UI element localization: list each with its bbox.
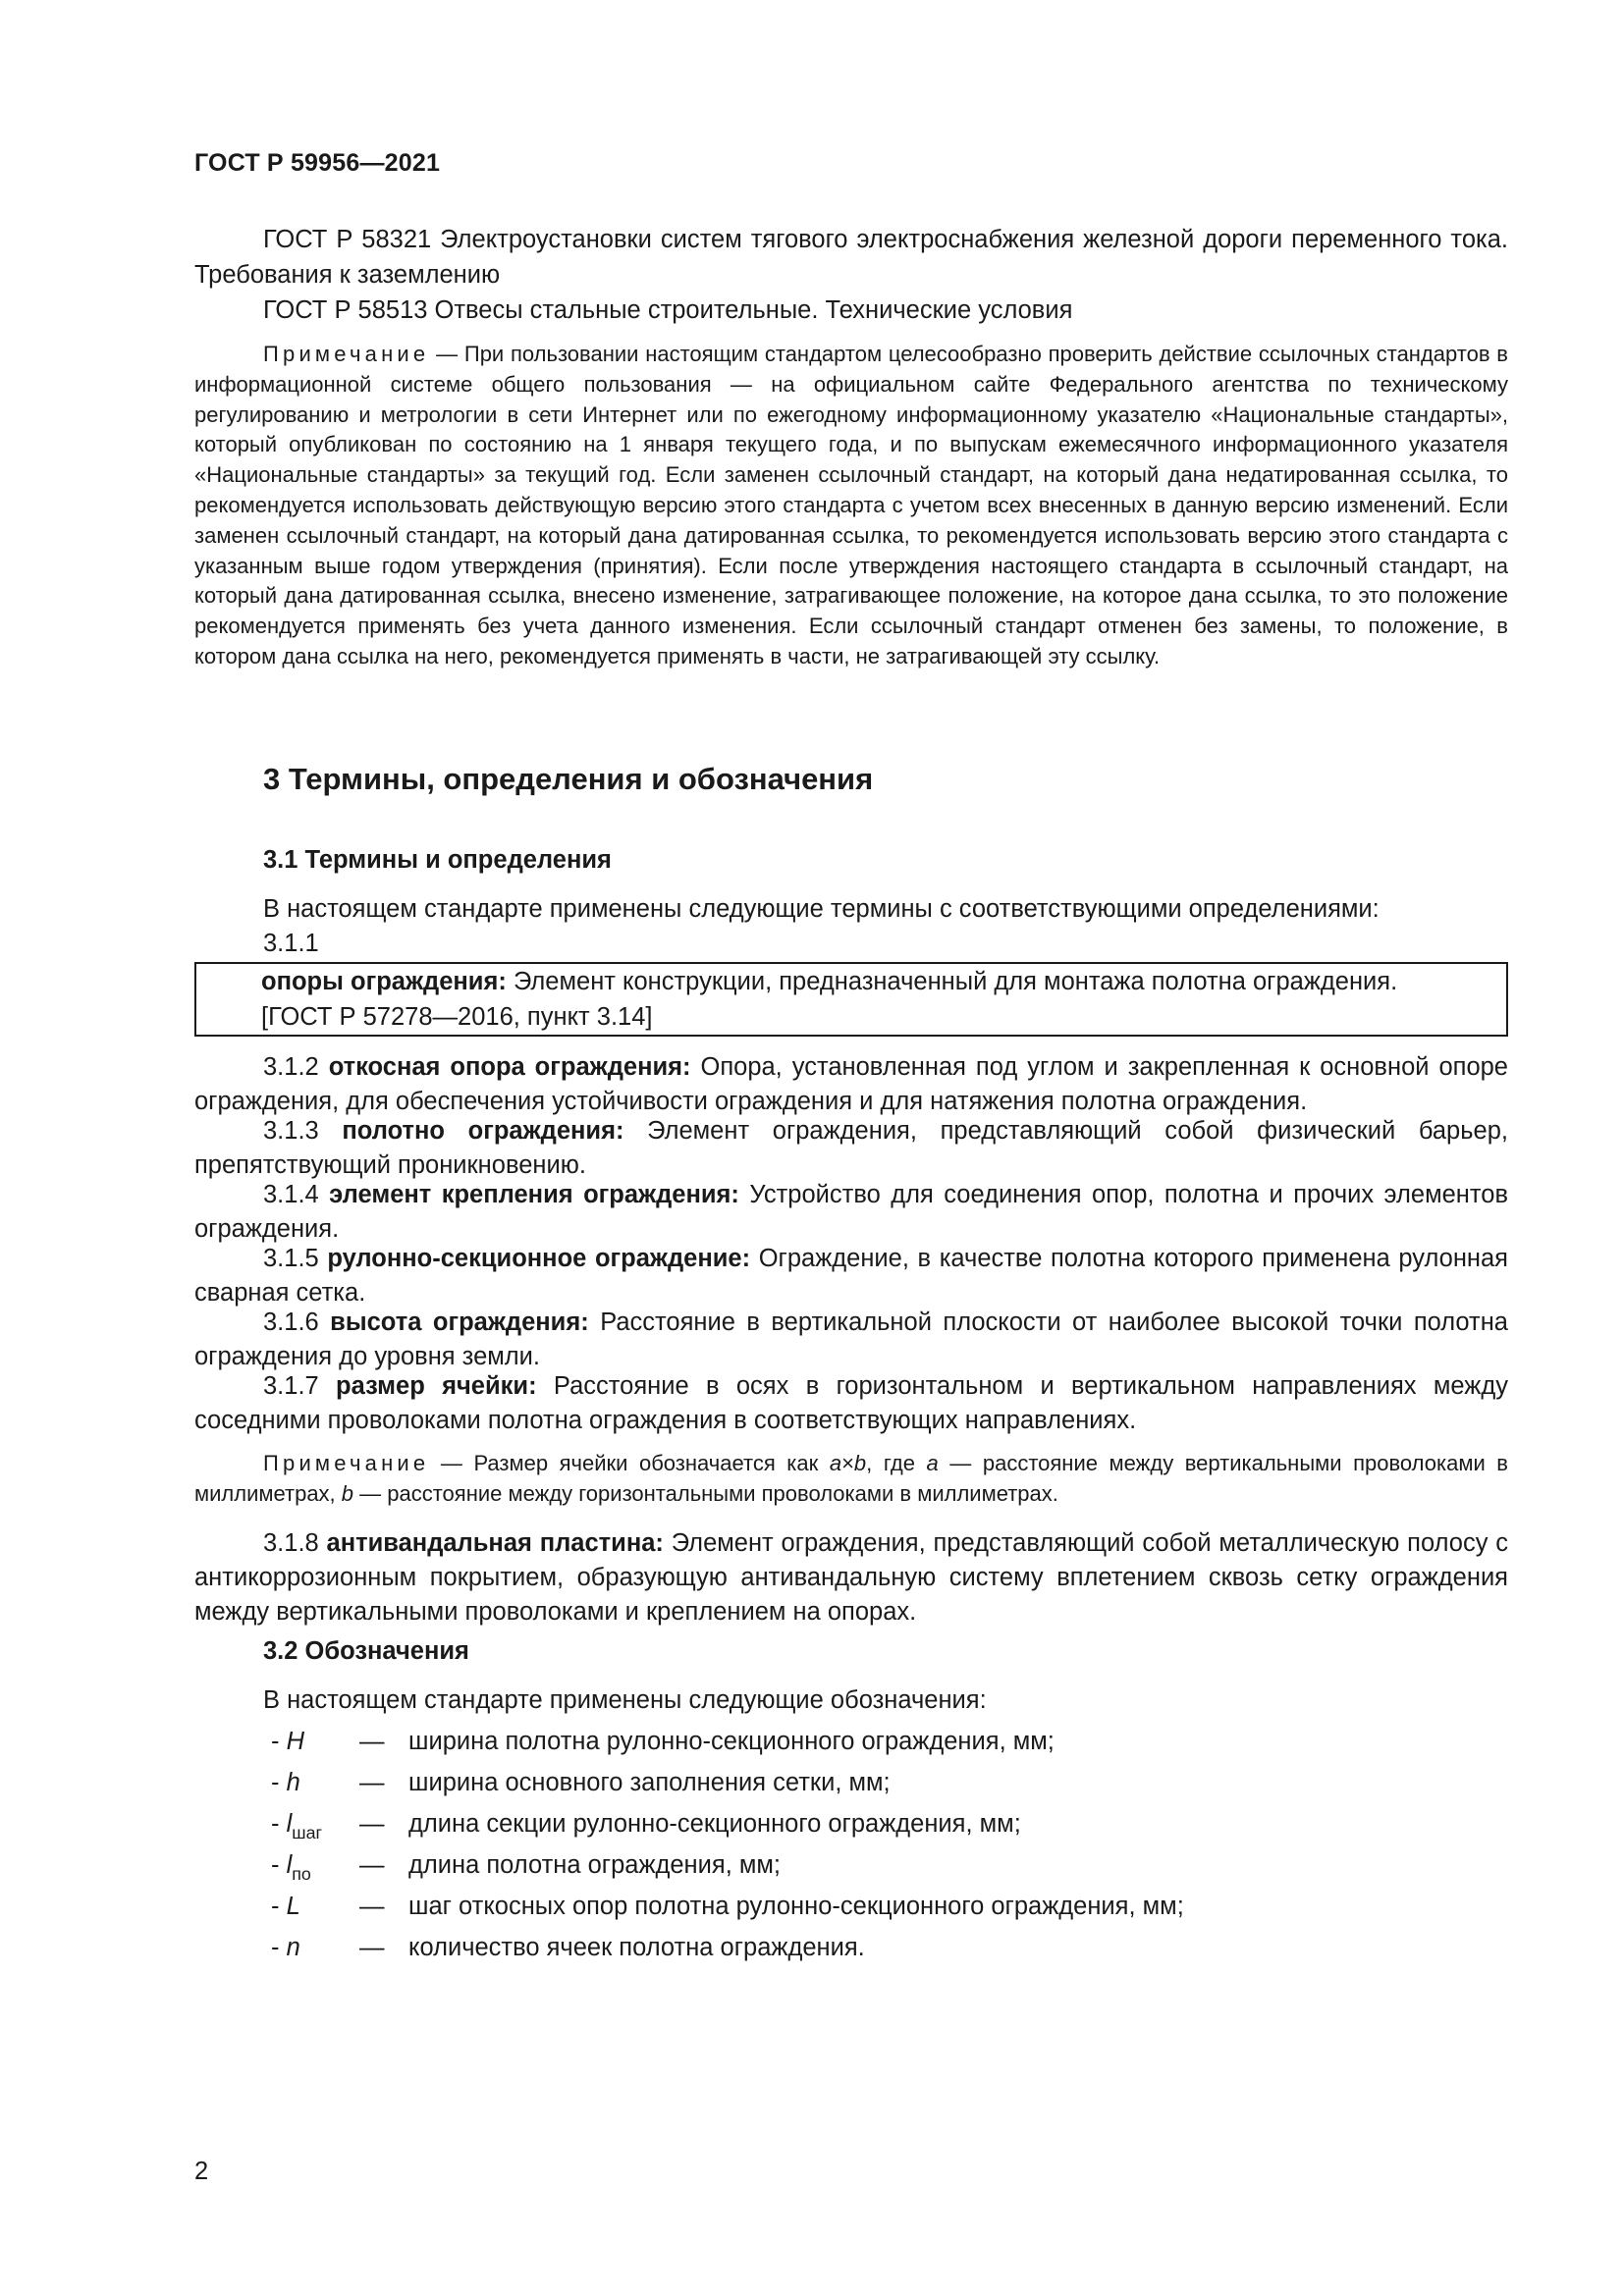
em-dash: —: [359, 1769, 385, 1796]
note-text: — расстояние между вертикальными проволоками в миллиметрах,: [194, 1451, 1508, 1506]
term-3-1-6: [194, 1306, 1508, 1374]
term-name: рулонно-секционное ограждение:: [327, 1245, 751, 1272]
symbol: l: [286, 1851, 293, 1879]
symbol-row: [271, 1851, 782, 1884]
term-definition: Расстояние в вертикальной плоскости от наиболее высокой точки полотна ограждения до уровня земли.: [194, 1308, 1508, 1370]
document-header: ГОСТ Р 59956—2021: [194, 149, 441, 177]
symbol: l: [286, 1810, 293, 1838]
reference-gost-58513: ГОСТ Р 58513 Отвесы стальные строительные. Технические условия: [263, 296, 1073, 324]
term-name: откосная опора ограждения:: [328, 1053, 691, 1081]
symbol-description: ширина полотна рулонно-секционного ограждения, мм;: [408, 1728, 1055, 1755]
subsection-3-1-title: 3.1 Термины и определения: [263, 846, 612, 874]
term-3-1-3: [194, 1114, 1508, 1183]
note-label: Примечание: [263, 342, 430, 366]
em-dash: —: [359, 1851, 385, 1879]
terms-intro: В настоящем стандарте применены следующие термины с соответствующими определениями:: [263, 895, 1380, 923]
em-dash: —: [359, 1810, 385, 1838]
term-number: 3.1.7: [263, 1372, 337, 1400]
note-text: , где: [866, 1451, 927, 1475]
term-definition: Элемент конструкции, предназначенный для монтажа полотна ограждения.: [506, 968, 1398, 995]
symbol-row: [271, 1769, 891, 1797]
symbol-description: ширина основного заполнения сетки, мм;: [408, 1769, 891, 1796]
term-name: высота ограждения:: [330, 1308, 589, 1336]
symbol: L: [286, 1893, 300, 1920]
term-name: элемент крепления ограждения:: [329, 1181, 739, 1208]
term-3-1-4: [194, 1178, 1508, 1247]
note-references: [194, 340, 1508, 672]
symbol-description: количество ячеек полотна ограждения.: [408, 1934, 865, 1961]
term-number: 3.1.2: [263, 1053, 329, 1081]
term-definition: Элемент ограждения, представляющий собой физический барьер, препятствующий проникновению.: [194, 1117, 1508, 1179]
reference-gost-58321: ГОСТ Р 58321 Электроустановки систем тягового электроснабжения железной дороги переменного тока. Требования к заземлению: [194, 226, 1508, 289]
list-dash: -: [271, 1810, 287, 1838]
symbol-row: [271, 1934, 865, 1962]
term-number: 3.1.3: [263, 1117, 343, 1145]
term-number: 3.1.6: [263, 1308, 331, 1336]
quoted-term-box: [194, 962, 1508, 1037]
times-sign: ×: [841, 1451, 854, 1475]
term-name: размер ячейки:: [336, 1372, 537, 1400]
term-number: 3.1.4: [263, 1181, 330, 1208]
symbol: H: [286, 1728, 304, 1755]
page-number: 2: [194, 2158, 209, 2185]
em-dash: —: [359, 1934, 385, 1961]
symbol-row: [271, 1893, 1184, 1921]
em-dash: —: [359, 1728, 385, 1755]
term-3-1-8: [194, 1526, 1508, 1629]
em-dash: —: [359, 1893, 385, 1920]
term-definition: Ограждение, в качестве полотна которого применена рулонная сварная сетка.: [194, 1245, 1508, 1307]
term-name: антивандальная пластина:: [326, 1529, 664, 1557]
quoted-term-line: [261, 968, 1397, 996]
term-definition: Элемент ограждения, представляющий собой металлическую полосу с антикоррозионным покрытием, образующую антивандальную систему вплетением сквозь сетку ограждения между вертикальными проволоками и креплением на опорах.: [194, 1529, 1508, 1626]
symbol-description: длина секции рулонно-секционного ограждения, мм;: [408, 1810, 1021, 1838]
term-definition: Опора, установленная под углом и закрепленная к основной опоре ограждения, для обеспечения устойчивости ограждения и для натяжения полотна ограждения.: [194, 1053, 1508, 1115]
symbol-b: b: [341, 1480, 354, 1506]
list-dash: -: [271, 1851, 287, 1879]
note-text: — расстояние между горизонтальными проволоками в миллиметрах.: [353, 1480, 1058, 1506]
term-number: 3.1.5: [263, 1245, 328, 1272]
symbol-a: a: [926, 1451, 939, 1475]
list-dash: -: [271, 1934, 287, 1961]
symbol-row: [271, 1728, 1055, 1756]
term-number-3-1-1: 3.1.1: [263, 930, 319, 957]
note-label: Примечание: [263, 1451, 430, 1475]
term-name: полотно ограждения:: [342, 1117, 624, 1145]
symbol-a: a: [829, 1451, 842, 1475]
term-number: 3.1.8: [263, 1529, 327, 1557]
symbol-subscript: по: [292, 1864, 311, 1884]
symbol-description: длина полотна ограждения, мм;: [408, 1851, 782, 1879]
section-3-title: 3 Термины, определения и обозначения: [263, 762, 874, 796]
symbol-subscript: шаг: [292, 1823, 322, 1842]
note-text: — Размер ячейки обозначается как: [429, 1451, 830, 1475]
subsection-3-2-title: 3.2 Обозначения: [263, 1637, 469, 1665]
term-3-1-5: [194, 1242, 1508, 1310]
note-cell-size: [194, 1449, 1508, 1510]
list-dash: -: [271, 1728, 287, 1755]
symbols-intro: В настоящем стандарте применены следующие обозначения:: [263, 1686, 987, 1714]
list-dash: -: [271, 1893, 287, 1920]
symbol-row: [271, 1810, 1021, 1842]
term-definition: Расстояние в осях в горизонтальном и вертикальном направлениях между соседними проволоками полотна ограждения в соответствующих направлениях.: [194, 1372, 1508, 1434]
term-3-1-2: [194, 1050, 1508, 1119]
term-3-1-7: [194, 1369, 1508, 1438]
note-text: — При пользовании настоящим стандартом целесообразно проверить действие ссылочных стандартов в информационной системе общего пользования — на официальном сайте Федерального агентства по техническому регулированию и метрологии в сети Интернет или по ежегодному информационному указателю «Национальные стандарты», который опубликован по состоянию на 1 января текущего года, и по выпускам ежемесячного информационного указателя «Национальные стандарты» за текущий год. Если заменен ссылочный стандарт, на который дана недатированная ссылка, то рекомендуется использовать действующую версию этого стандарта с учетом всех внесенных в данную версию изменений. Если заменен ссылочный стандарт, на который дана датированная ссылка, то рекомендуется использовать версию этого стандарта с указанным выше годом утверждения (принятия). Если после утверждения настоящего стандарта в ссылочный стандарт, на который дана датированная ссылка, внесено изменение, затрагивающее положение, на которое дана ссылка, то это положение рекомендуется применять без учета данного изменения. Если ссылочный стандарт отменен без замены, то положение, в котором дана ссылка на него, рекомендуется применять в части, не затрагивающей эту ссылку.: [194, 342, 1508, 668]
term-definition: Устройство для соединения опор, полотна и прочих элементов ограждения.: [194, 1181, 1508, 1243]
symbol-b: b: [853, 1451, 867, 1475]
list-dash: -: [271, 1769, 287, 1796]
symbol: h: [286, 1769, 300, 1796]
quoted-term-source: [ГОСТ Р 57278—2016, пункт 3.14]: [261, 1003, 653, 1031]
symbol-description: шаг откосных опор полотна рулонно-секционного ограждения, мм;: [408, 1893, 1184, 1920]
term-name: опоры ограждения:: [261, 968, 507, 995]
symbol: n: [286, 1934, 300, 1961]
